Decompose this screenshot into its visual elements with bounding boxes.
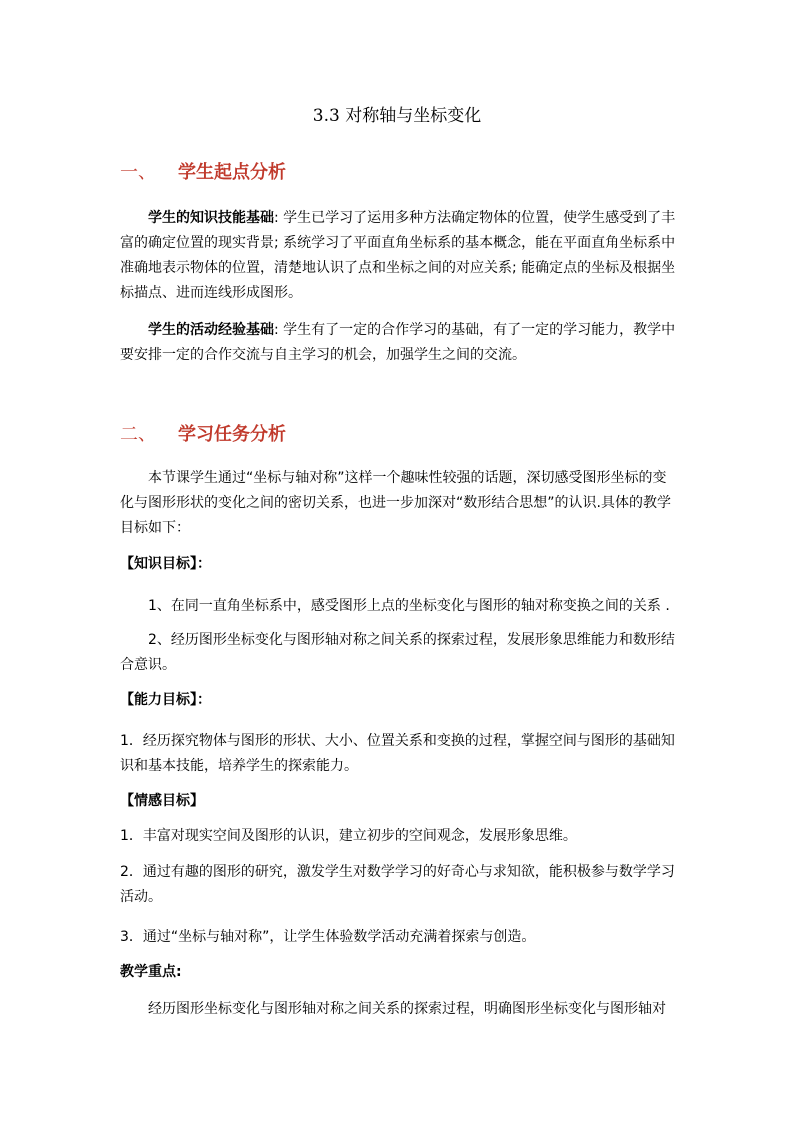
teaching-key-heading: 教学重点: [120,964,182,980]
emotion-goal-1: 1．丰富对现实空间及图形的认识，建立初步的空间观念，发展形象思维。 [120,828,577,844]
knowledge-goal-1: 1、在同一直角坐标系中，感受图形上点的坐标变化与图形的轴对称变换之间的关系 . [148,598,670,614]
section-number-2: 二、 [120,424,156,445]
section-heading-1 [120,160,286,186]
paragraph-activity-base [120,318,676,368]
ability-goal-1: 1．经历探究物体与图形的形状、大小、位置关系和变换的过程，掌握空间与图形的基础知识和基本技能，培养学生的探索能力。 [120,733,675,774]
paragraph-knowledge-base [120,206,676,306]
teaching-key-text: 经历图形坐标变化与图形轴对称之间关系的探索过程，明确图形坐标变化与图形轴对 [148,1001,666,1017]
emotion-goal-2: 2．通过有趣的图形的研究，激发学生对数学学习的好奇心与求知欲，能积极参与数学学习活动。 [120,864,675,905]
paragraph-text: : 学生已学习了运用多种方法确定物体的位置，使学生感受到了丰富的确定位置的现实背景; 系统学习了平面直角坐标系的基本概念，能在平面直角坐标系中准确地表示物体的位置，清楚地认识了点和坐标之间的对应关系; 能确定点的坐标及根据坐标描点、进而连线形成图形。 [120,210,676,301]
paragraph-lead: 学生的活动经验基础 [148,322,274,338]
document-title: 3.3 对称轴与坐标变化 [312,106,482,126]
emotion-goals-heading: 【情感目标】 [120,793,204,809]
paragraph-intro: 本节课学生通过“坐标与轴对称”这样一个趣味性较强的话题，深切感受图形坐标的变化与图形形状的变化之间的密切关系，也进一步加深对“数形结合思想”的认识.具体的教学目标如下： [120,470,671,536]
ability-goals-heading: 【能力目标】： [120,692,211,708]
paragraph-text: : 学生有了一定的合作学习的基础，有了一定的学习能力，教学中要安排一定的合作交流与自主学习的机会，加强学生之间的交流。 [120,322,676,363]
knowledge-goal-2: 2、经历图形坐标变化与图形轴对称之间关系的探索过程，发展形象思维能力和数形结合意识。 [120,632,675,673]
section-title-1: 学生起点分析 [178,162,286,183]
section-number-1: 一、 [120,162,156,183]
emotion-goal-3: 3．通过“坐标与轴对称”，让学生体验数学活动充满着探索与创造。 [120,929,536,945]
knowledge-goals-heading: 【知识目标】： [120,556,211,572]
section-title-2: 学习任务分析 [178,424,286,445]
paragraph-lead: 学生的知识技能基础 [148,210,274,226]
section-heading-2 [120,422,286,448]
